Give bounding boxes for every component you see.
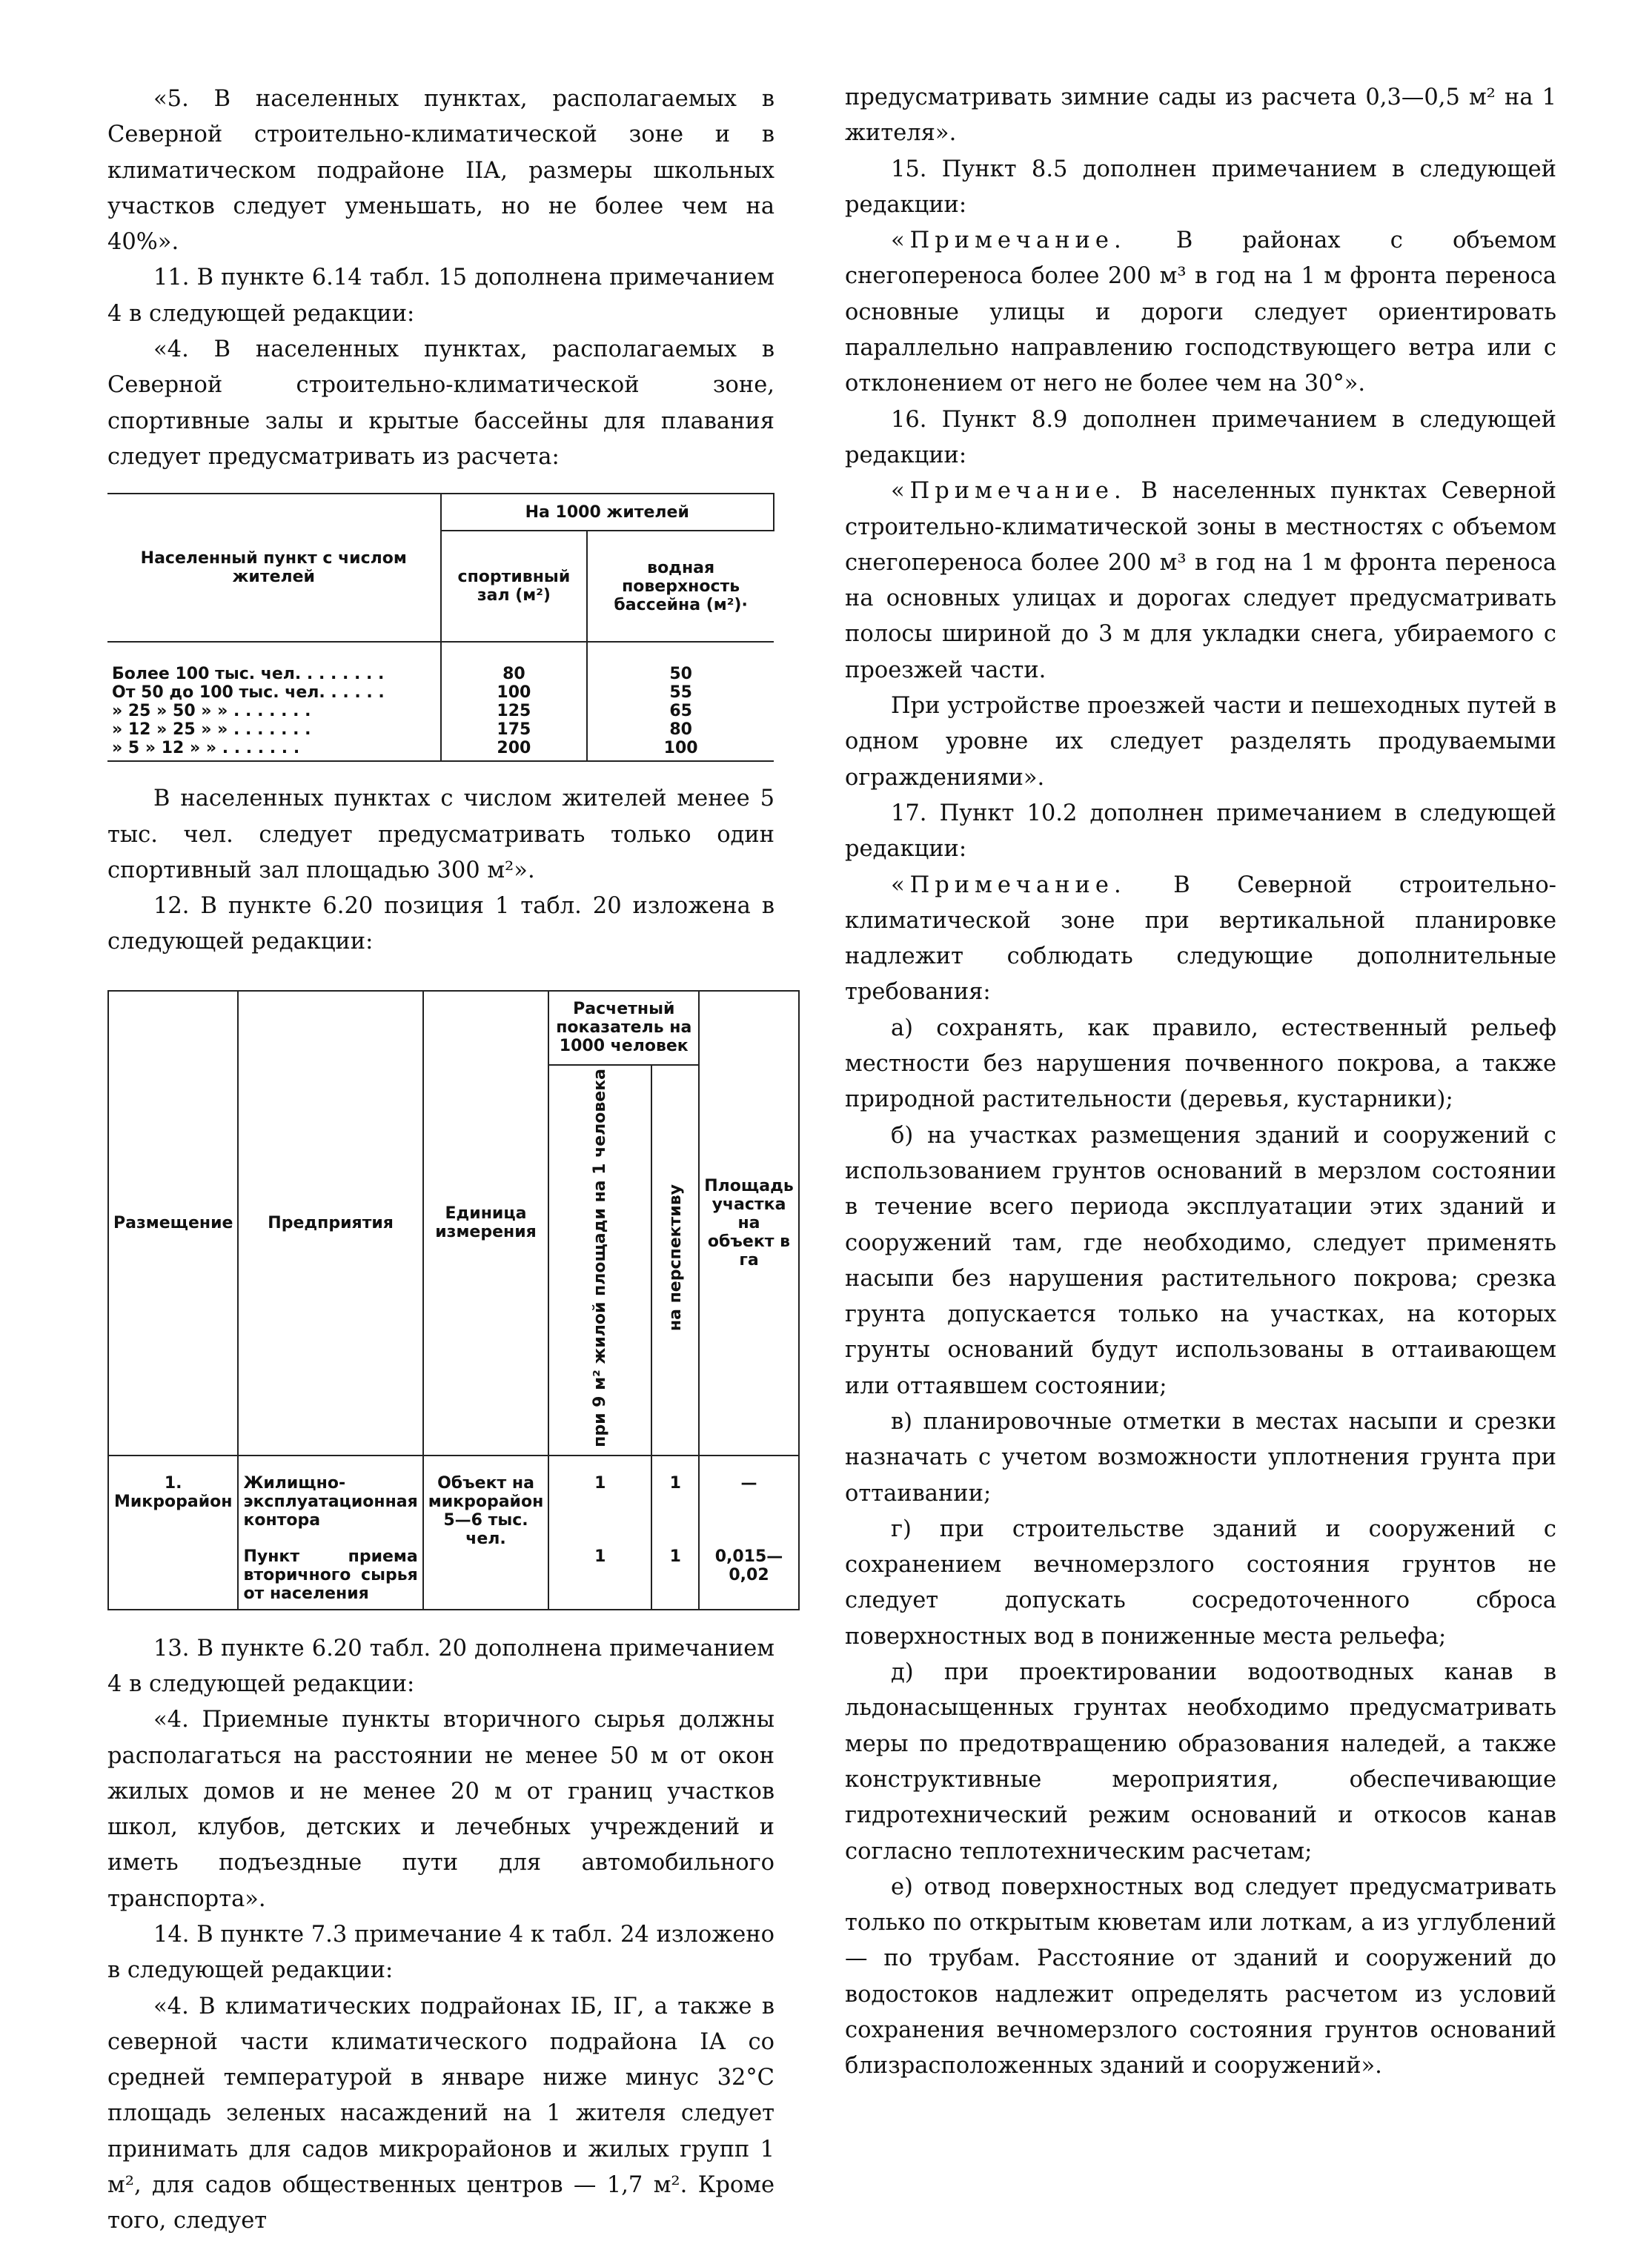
note-label: «Примечание.: [891, 228, 1127, 254]
table-header-calc2: на перспективу: [651, 1065, 699, 1456]
cell-placement: 1. Микрорайон: [108, 1456, 238, 1610]
cell-value: 100: [497, 683, 531, 703]
cell-value: 55: [669, 683, 692, 703]
cell-value: 1: [651, 1456, 699, 1533]
list-item: б) на участках размещения зданий и сооружений с использованием грунтов оснований в мерзлом состоянии в течение всего периода эксплуатации этих зданий и сооружений там, где необходимо, следует применять насыпи без нарушения растительного покрова; срезка грунта допускается только на участках, на которых грунты оснований будут использованы в оттаивающем или оттаявшем состоянии;: [845, 1122, 1556, 1399]
paragraph: 15. Пункт 8.5 дополнен примечанием в следующей редакции:: [845, 156, 1556, 218]
table-header-group: На 1000 жителей: [441, 494, 774, 531]
list-item: а) сохранять, как правило, естественный рельеф местности без нарушения почвенного покрова, а также природной растительности (деревья, кустарники);: [845, 1015, 1556, 1113]
paragraph: В населенных пунктах с числом жителей менее 5 тыс. чел. следует предусматривать только один спортивный зал площадью 300 м²».: [107, 786, 774, 883]
note-label: «Примечание.: [891, 872, 1127, 898]
list-item: д) при проектировании водоотводных канав в льдонасыщенных грунтах необходимо предусматривать меры по предотвращению образования наледей, а также конструктивные мероприятия, обеспечивающие гидротехнический режим оснований и откосов канав согласно теплотехническим расчетам;: [845, 1659, 1556, 1865]
table-sports-facilities: [107, 493, 774, 762]
note-label: «Примечание.: [891, 478, 1127, 505]
table-header-pool: водная поверхность бассейна (м²)·: [587, 531, 774, 642]
paragraph: 12. В пункте 6.20 позиция 1 табл. 20 изложена в следующей редакции:: [107, 893, 774, 955]
row-label: » 12 » 25 » » . . . . . . .: [112, 720, 311, 740]
paragraph: [845, 868, 1556, 1011]
list-item: г) при строительстве зданий и сооружений с сохранением вечномерзлого состояния грунтов не следует допускать сосредоточенного сброса поверхностных вод в пониженные места рельефа;: [845, 1516, 1556, 1650]
left-column: [107, 82, 794, 2240]
cell-value: 1: [548, 1456, 651, 1533]
paragraph: 14. В пункте 7.3 примечание 4 к табл. 24 изложено в следующей редакции:: [107, 1921, 774, 1984]
table-row: [108, 1456, 799, 1533]
row-label: Более 100 тыс. чел. . . . . . . .: [112, 665, 385, 684]
cell-value: 50: [669, 665, 692, 684]
cell-value: 65: [669, 702, 692, 721]
row-label: От 50 до 100 тыс. чел. . . . . .: [112, 683, 385, 703]
note-text: В Северной строительно-климатической зоне при вертикальной планировке надлежит соблюдать следующие дополнительные требования:: [845, 872, 1556, 1006]
table-header-unit: Единица измерения: [423, 991, 549, 1456]
paragraph: 17. Пункт 10.2 дополнен примечанием в следующей редакции:: [845, 800, 1556, 863]
paragraph: «4. В климатических подрайонах IБ, IГ, а также в северной части климатического подрайона IА со средней температурой в январе ниже минус 32°С площадь зеленых насаждений на 1 жителя следует принимать для садов микрорайонов и жилых групп 1 м², для садов общественных центров — 1,7 м². Кроме того, следует: [107, 1993, 774, 2234]
paragraph: При устройстве проезжей части и пешеходных путей в одном уровне их следует разделять продуваемыми ограждениями».: [845, 693, 1556, 791]
row-label: » 25 » 50 » » . . . . . . .: [112, 702, 311, 721]
paragraph: 13. В пункте 6.20 табл. 20 дополнена примечанием 4 в следующей редакции:: [107, 1635, 774, 1697]
paragraph: 11. В пункте 6.14 табл. 15 дополнена примечанием 4 в следующей редакции:: [107, 265, 774, 327]
cell-value: 175: [497, 720, 531, 740]
table-row: [107, 642, 774, 761]
list-item: е) отвод поверхностных вод следует предусматривать только по открытым кюветам или лоткам, а из углублений — по трубам. Расстояние от зданий и сооружений до водостоков надлежит определять расчетом из условий сохранения вечномерзлого состояния грунтов оснований близрасположенных зданий и сооружений».: [845, 1873, 1556, 2080]
table-enterprises: [107, 990, 794, 1610]
table-header-enterprise: Предприятия: [238, 991, 422, 1456]
paragraph: [845, 474, 1556, 688]
paragraph: предусматривать зимние сады из расчета 0,3—0,5 м² на 1 жителя».: [845, 84, 1556, 147]
list-item: в) планировочные отметки в местах насыпи и срезки назначать с учетом возможности уплотнения грунта при оттаивании;: [845, 1408, 1556, 1507]
note-text: В районах с объемом снегопереноса более 200 м³ в год на 1 м фронта переноса основные улицы и дороги следует ориентировать параллельно направлению господствующего ветра или с отклонением от него не более чем на 30°».: [845, 228, 1556, 397]
table-header-area: Площадь участка на объект в га: [699, 991, 798, 1456]
paragraph: «4. В населенных пунктах, располагаемых в Северной строительно-климатической зоне, спортивные залы и крытые бассейны для плавания следует предусматривать из расчета:: [107, 336, 774, 470]
paragraph: 16. Пункт 8.9 дополнен примечанием в следующей редакции:: [845, 406, 1556, 468]
table-header-settlement: Населенный пункт с числом жителей: [107, 494, 441, 642]
cell-area: —: [699, 1456, 798, 1533]
cell-value: 200: [497, 739, 531, 758]
table-header-placement: Размещение: [108, 991, 238, 1456]
cell-value: 1: [548, 1533, 651, 1610]
note-text: В населенных пунктах Северной строительно-климатической зоны в местностях с объемом снегопереноса более 200 м³ в год на 1 м фронта переноса на основных улицах и дорогах следует предусматривать полосы шириной до 3 м для укладки снега, убираемого с проезжей части.: [845, 478, 1556, 683]
paragraph: [845, 223, 1556, 402]
cell-value: 1: [651, 1533, 699, 1610]
table-header-hall: спортивный зал (м²): [441, 531, 588, 642]
table-header-group: Расчетный показатель на 1000 человек: [548, 991, 699, 1065]
cell-unit: Объект на микрорайон 5—6 тыс. чел.: [423, 1456, 549, 1610]
cell-value: 80: [669, 720, 692, 740]
cell-value: 125: [497, 702, 531, 721]
cell-area: 0,015—0,02: [699, 1533, 798, 1610]
paragraph: «5. В населенных пунктах, располагаемых в Северной строительно-климатической зоне и в климатическом подрайоне IIА, размеры школьных участков следует уменьшать, но не более чем на 40%».: [107, 86, 774, 256]
cell-enterprise: Жилищно-эксплуатационная контора: [238, 1456, 422, 1533]
cell-value: 100: [663, 739, 698, 758]
table-header-calc1: при 9 м² жилой площади на 1 человека: [548, 1065, 651, 1456]
cell-enterprise: Пункт приема вторичного сырья от населения: [238, 1533, 422, 1610]
row-label: » 5 » 12 » » . . . . . . .: [112, 739, 300, 758]
cell-value: 80: [502, 665, 525, 684]
right-column: [845, 80, 1556, 2085]
paragraph: «4. Приемные пункты вторичного сырья должны располагаться на расстоянии не менее 50 м от окон жилых домов и не менее 20 м от границ участков школ, клубов, детских и лечебных учреждений и иметь подъездные пути для автомобильного транспорта».: [107, 1707, 774, 1912]
